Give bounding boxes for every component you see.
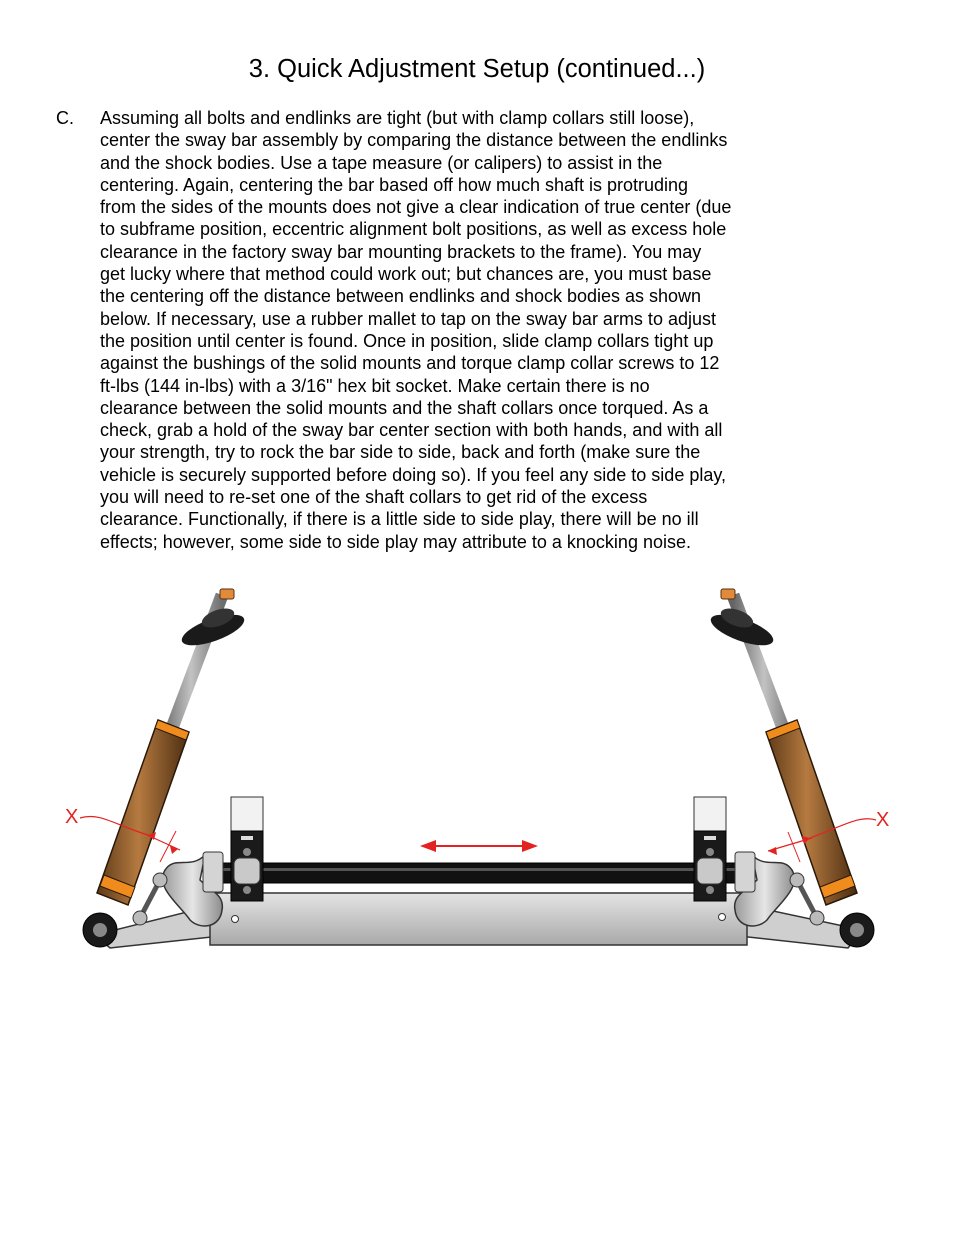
mount-plate (210, 893, 747, 945)
paragraph-line: your strength, try to rock the bar side to side, back and forth (make sure the (100, 442, 701, 463)
right-solid-mount (694, 797, 726, 901)
page-title: 3. Quick Adjustment Setup (continued...) (248, 55, 706, 83)
step-paragraph (100, 107, 900, 553)
right-arm-collar (735, 852, 755, 892)
paragraph-line: centering. Again, centering the bar based off how much shaft is protruding (100, 174, 689, 195)
paragraph-line: get lucky where that method could work out; but chances are, you must base (100, 264, 712, 285)
plate-hole-left (232, 916, 239, 923)
paragraph-line: the position until center is found. Once in position, slide clamp collars tight up (100, 330, 714, 351)
paragraph-line: from the sides of the mounts does not give a clear indication of true center (due (100, 197, 732, 218)
paragraph-line: you will need to re-set one of the shaft collars to get rid of the excess (100, 487, 648, 508)
sway-bar-highlight (215, 868, 745, 871)
paragraph-line: clearance in the factory sway bar mounting brackets to the frame). You may (100, 241, 702, 262)
paragraph-line: ft-lbs (144 in-lbs) with a 3/16" hex bit socket. Make certain there is no (100, 375, 650, 396)
paragraph-line: and the shock bodies. Use a tape measure (or calipers) to assist in the (100, 152, 663, 173)
sway-bar-shaft (215, 863, 745, 883)
sway-bar-illustration (50, 580, 910, 970)
paragraph-line: effects; however, some side to side play may attribute to a knocking noise. (100, 531, 691, 552)
paragraph-line: center the sway bar assembly by comparing the distance between the endlinks (100, 130, 728, 151)
left-solid-mount (231, 797, 263, 901)
right-x-label: X (876, 809, 890, 831)
paragraph-line: vehicle is securely supported before doing so). If you feel any side to side play, (100, 464, 727, 485)
paragraph-line: to subframe position, eccentric alignment bolt positions, as well as excess hole (100, 219, 727, 240)
left-arm-collar (203, 852, 223, 892)
paragraph-line: Assuming all bolts and endlinks are tight (but with clamp collars still loose), (100, 108, 695, 128)
paragraph-line: below. If necessary, use a rubber mallet to tap on the sway bar arms to adjust (100, 308, 716, 329)
paragraph-line: the centering off the distance between endlinks and shock bodies as shown (100, 286, 702, 307)
paragraph-line: clearance. Functionally, if there is a little side to side play, there will be no ill (100, 509, 699, 530)
paragraph-line: clearance between the solid mounts and the shaft collars once torqued. As a (100, 397, 709, 418)
double-arrow (420, 840, 538, 852)
plate-hole-right (719, 914, 726, 921)
paragraph-line: check, grab a hold of the sway bar center section with both hands, and with all (100, 420, 723, 441)
left-endlink (133, 873, 167, 925)
step-letter: C. (56, 108, 74, 128)
left-x-label: X (65, 806, 79, 828)
paragraph-line: against the bushings of the solid mounts and torque clamp collar screws to 12 (100, 353, 720, 374)
